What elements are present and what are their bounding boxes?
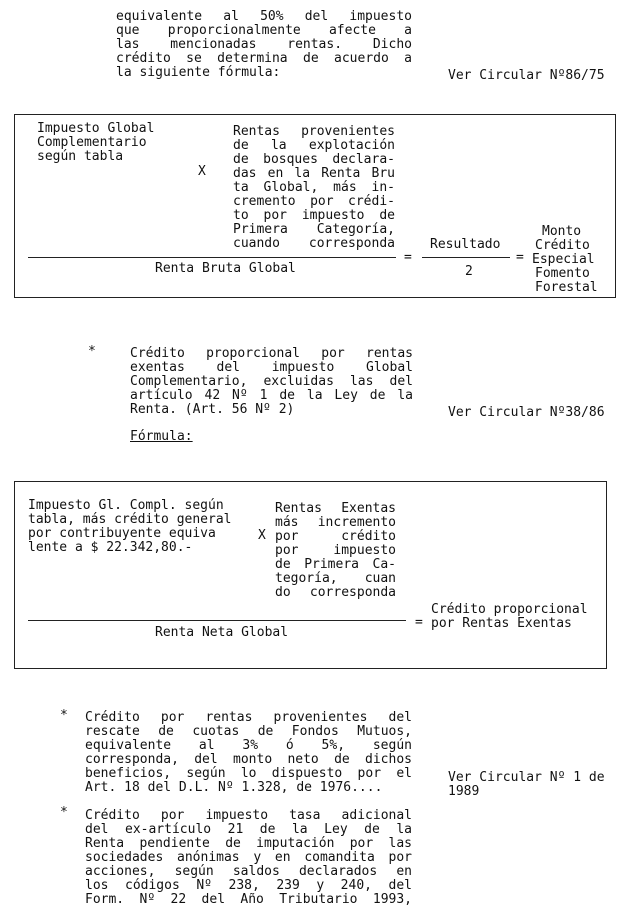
text-line: las mencionadas rentas. Dicho: [116, 37, 412, 52]
text-line: Ver Circular Nº 1 de: [448, 770, 605, 785]
text-line: corresponda, del monto neto de dichos: [85, 752, 412, 767]
text-line: por impuesto: [275, 543, 396, 558]
bullet-marker: *: [60, 805, 68, 820]
equals-sign: =: [404, 250, 412, 265]
text-line: Renta pendiente de imputación por las: [85, 836, 412, 851]
text-line: por crédito: [275, 529, 396, 544]
text-line: que proporcionalmente afecte a: [116, 23, 412, 38]
formula-output: [532, 225, 598, 295]
formula-multiplier: [275, 502, 396, 600]
text-line: to por impuesto de: [233, 208, 395, 223]
text-line: Fomento: [535, 266, 590, 281]
text-line: de la explotación: [233, 138, 395, 153]
formula-denominator: Renta Bruta Global: [155, 261, 296, 276]
text-line: 1989: [448, 784, 480, 799]
text-line: Complementario, excluidas las del: [130, 374, 413, 389]
text-line: de bosques declara-: [233, 152, 395, 167]
circular-reference: [448, 771, 605, 799]
formula-denominator: Renta Neta Global: [155, 625, 289, 640]
text-line: Forestal: [535, 280, 598, 295]
bullet-marker: *: [88, 344, 96, 359]
text-line: tegoría, cuan: [275, 571, 396, 586]
text-line: Renta. (Art. 56 Nº 2): [130, 402, 295, 417]
text-line: do corresponda: [275, 585, 396, 600]
formula-output: [431, 603, 588, 631]
multiplication-sign: X: [258, 528, 266, 543]
text-line: exentas del impuesto Global: [130, 360, 413, 375]
text-line: Especial: [532, 252, 595, 267]
text-line: Primera Categoría,: [233, 222, 395, 237]
text-line: Crédito por rentas provenientes del: [85, 710, 412, 725]
equals-sign: =: [516, 250, 524, 265]
text-line: artículo 42 Nº 1 de la Ley de la: [130, 388, 413, 403]
text-line: Crédito proporcional por rentas: [130, 346, 413, 361]
text-line: Rentas Exentas: [275, 501, 396, 516]
equals-sign: =: [415, 615, 423, 630]
text-line: Rentas provenientes: [233, 124, 395, 139]
text-line: Crédito: [535, 238, 590, 253]
fraction-line: [28, 257, 396, 258]
text-line: equivalente al 3% ó 5%, según: [85, 738, 412, 753]
text-line: ta Global, más in-: [233, 180, 395, 195]
text-line: Impuesto Gl. Compl. según: [28, 498, 224, 513]
text-line: Impuesto Global: [37, 121, 155, 136]
text-line: equivalente al 50% del impuesto: [116, 9, 412, 24]
text-line: sociedades anónimas y en comandita por: [85, 850, 412, 865]
text-line: Form. Nº 22 del Año Tributario 1993,: [85, 892, 412, 907]
text-line: de Primera Ca-: [275, 557, 396, 572]
text-line: del ex-artículo 21 de la Ley de la: [85, 822, 412, 837]
text-line: Art. 18 del D.L. Nº 1.328, de 1976....: [85, 780, 383, 795]
text-line: Crédito por impuesto tasa adicional: [85, 808, 412, 823]
text-line: beneficios, según lo dispuesto por el: [85, 766, 412, 781]
divisor: 2: [465, 264, 473, 279]
fraction-line: [422, 257, 510, 258]
multiplication-sign: X: [198, 164, 206, 179]
formula-multiplicand: [28, 499, 232, 555]
text-line: la siguiente fórmula:: [116, 65, 281, 80]
text-line: Crédito proporcional: [431, 602, 588, 617]
circular-reference: Ver Circular Nº38/86: [448, 405, 605, 420]
text-line: lente a $ 22.342,80.-: [28, 540, 193, 555]
text-line: según tabla: [37, 149, 124, 164]
text-line: cuando corresponda: [233, 236, 395, 251]
text-line: das en la Renta Bru: [233, 166, 395, 181]
text-line: cremento por crédi-: [233, 194, 395, 209]
formula-heading: Fórmula:: [130, 429, 193, 444]
text-line: por Rentas Exentas: [431, 616, 572, 631]
bullet-marker: *: [60, 708, 68, 723]
circular-reference: Ver Circular Nº86/75: [448, 68, 605, 83]
text-line: crédito se determina de acuerdo a: [116, 51, 412, 66]
fraction-line: [28, 620, 406, 621]
text-line: Monto: [542, 224, 582, 239]
text-line: tabla, más crédito general: [28, 512, 232, 527]
credit-item-paragraph: [85, 711, 412, 795]
formula-multiplier: [233, 125, 395, 251]
text-line: más incremento: [275, 515, 396, 530]
text-line: acciones, según saldos declarados en: [85, 864, 412, 879]
result-label: Resultado: [430, 237, 501, 252]
formula-multiplicand: [37, 122, 154, 164]
credit-item-paragraph: [85, 809, 412, 907]
text-line: rescate de cuotas de Fondos Mutuos,: [85, 724, 412, 739]
text-line: por contribuyente equiva: [28, 526, 216, 541]
text-line: Complementario: [37, 135, 147, 150]
credit-item-paragraph: [130, 347, 413, 417]
text-line: los códigos Nº 238, 239 y 240, del: [85, 878, 412, 893]
intro-paragraph: [116, 10, 412, 80]
